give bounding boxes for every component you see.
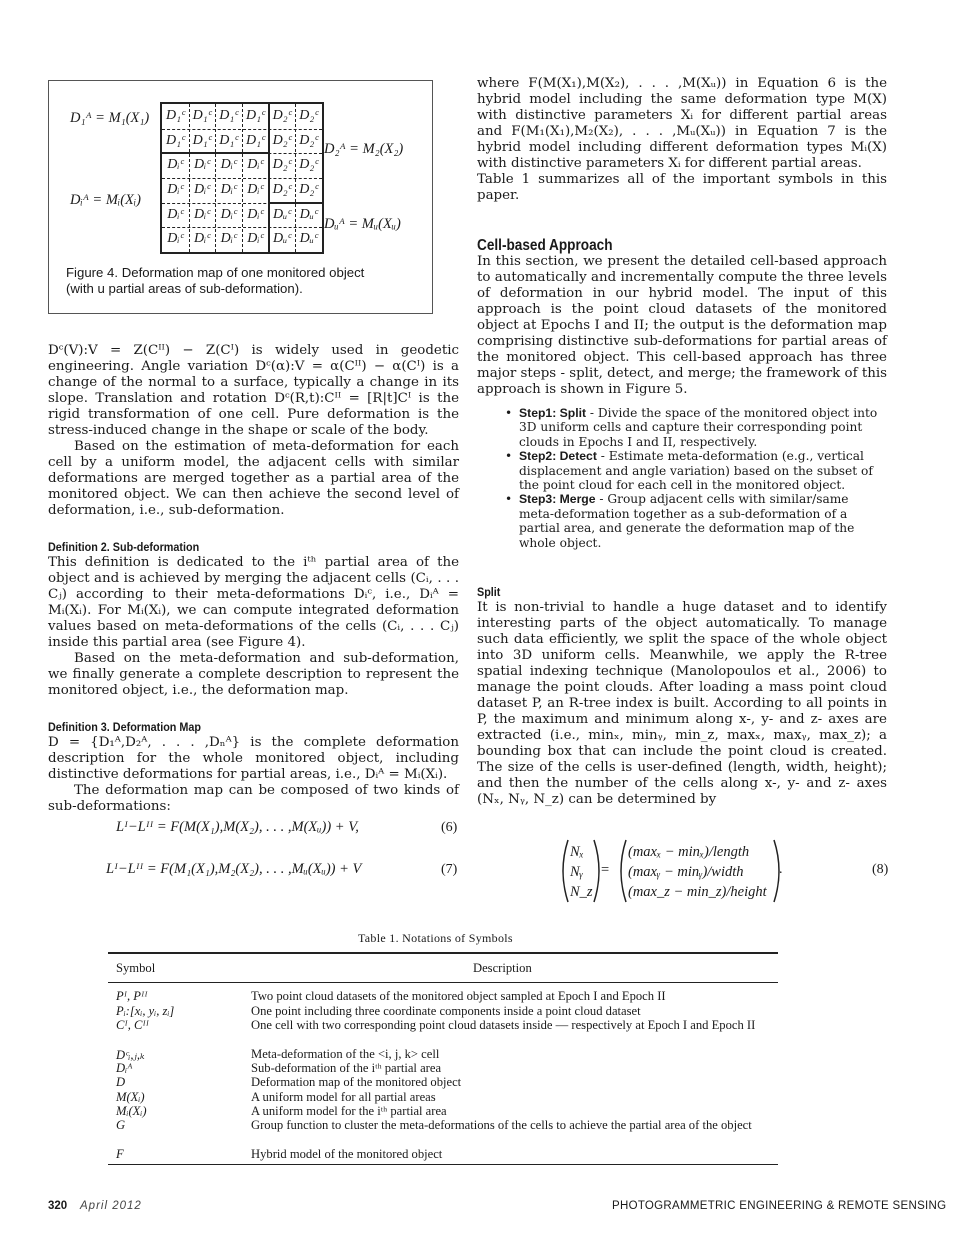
grid-cell: Dᵢᶜ bbox=[220, 182, 237, 197]
grid-divider-horizontal bbox=[162, 227, 322, 228]
table-cell-symbol: F bbox=[116, 1147, 124, 1161]
figure-caption bbox=[66, 265, 364, 297]
grid-cell: D₂ᶜ bbox=[272, 132, 292, 148]
equation-8-equals: = bbox=[601, 862, 610, 878]
step-text: - Group adjacent cells with similar/same meta-deformation together as a sub-deformation of a partial area, and generate the deformation map of the whole object. bbox=[519, 492, 855, 550]
equation-8-rhs-x: (maxₓ − minₓ)/length bbox=[628, 844, 750, 860]
table-cell-symbol: G bbox=[116, 1118, 126, 1132]
equation-8-lhs-y: Nᵧ bbox=[570, 864, 584, 880]
equation-8-rhs-y: (maxᵧ − minᵧ)/width bbox=[628, 864, 744, 880]
paragraph-deformation-map-intro: Based on the meta-deformation and sub-deformation, we finally generate a complete description to represent the monitored object, i.e., the deformation map. bbox=[48, 651, 459, 698]
figure-caption-line2: (with u partial areas of sub-deformation). bbox=[66, 281, 303, 296]
equation-8-lhs-x: Nₓ bbox=[570, 844, 584, 860]
table-cell-description: One cell with two corresponding point cloud datasets inside — respectively at Epoch I and Epoch II bbox=[251, 1018, 756, 1032]
equation-7: Lᴵ−Lᴵᴵ = F(M₁(X₁),M₂(X₂), . . . ,Mᵤ(Xᵤ)) + V bbox=[106, 861, 362, 877]
equation-8-number: (8) bbox=[872, 862, 889, 877]
grid-cell: D₂ᶜ bbox=[272, 157, 292, 173]
paragraph-sub-deformations: The deformation map can be composed of two kinds of sub-deformations: bbox=[48, 783, 459, 814]
section-title-cell-based: Cell-based Approach bbox=[477, 237, 613, 254]
definition-2-text: This definition is dedicated to the iᵗʰ partial area of the object and is achieved by merging the adjacent cells (Cᵢ, . . . Cⱼ) according to their meta-deformations Dᵢᶜ, i.e., Dᵢᴬ = Mᵢ(Xᵢ). For Mᵢ(Xᵢ), we can compute integrated deformation values based on meta-deformations of the cells (Cᵢ, . . . Cⱼ) inside this partial area (see Figure 4). bbox=[48, 555, 459, 650]
grid-cell: Dᵤᶜ bbox=[273, 231, 291, 247]
grid-cell: D₁ᶜ bbox=[165, 108, 185, 123]
paragraph-hybrid-model: where F(M(X₁),M(X₂), . . . ,M(Xᵤ)) in Equation 6 is the hybrid model including the same deformation type M(X) with distinctive parameters Xᵢ for different partial areas and F(M₁(X₁),M₂(X₂), . . . ,Mᵤ(Xᵤ)) in Equation 7 is the hybrid model including different deformation types Mᵢ(X) with distinctive parameters Xᵢ for different partial areas. bbox=[477, 76, 887, 171]
paragraph-deformation-types: Dᶜ(V):V = Z(Cᴵᴵ) − Z(Cᴵ) is widely used in geodetic engineering. Angle variation Dᶜ(α):V = α(Cᴵᴵ) − α(Cᴵ) is a change of the normal to a surface, typically a change in its slope. Translation and rotation Dᶜ(R,t):Cᴵᴵ = [R|t]Cᴵ is the rigid transformation of one cell. Pure deformation is the stress-induced change in the shape or scale of the body. bbox=[48, 343, 459, 438]
section-title-split: Split bbox=[477, 585, 501, 600]
grid-cell: Dᵢᶜ bbox=[167, 157, 184, 173]
grid-divider-vertical bbox=[295, 104, 296, 252]
table-cell-description: Two point cloud datasets of the monitored object sampled at Epoch I and Epoch II bbox=[251, 989, 666, 1003]
issue-date: April 2012 bbox=[80, 1200, 142, 1212]
table-cell-description: One point including three coordinate components inside a point cloud dataset bbox=[251, 1004, 641, 1018]
grid-cell: Dᵢᶜ bbox=[247, 206, 264, 222]
grid-cell: Dᵢᶜ bbox=[220, 231, 237, 247]
grid-cell: Dᵢᶜ bbox=[247, 157, 264, 173]
grid-cell: D₂ᶜ bbox=[299, 157, 318, 173]
table-cell-description: Hybrid model of the monitored object bbox=[251, 1147, 443, 1161]
grid-cell: Dᵢᶜ bbox=[193, 231, 210, 247]
table-cell-description: Deformation map of the monitored object bbox=[251, 1075, 462, 1089]
grid-cell: D₁ᶜ bbox=[165, 132, 185, 148]
paragraph-meta-deformation: Based on the estimation of meta-deformation for each cell by a uniform model, the adjacent cells with similar deformations are merged together as a partial area of the monitored object. We can then achieve the second level of deformation, i.e., sub-deformation. bbox=[48, 439, 459, 518]
grid-cell: D₁ᶜ bbox=[192, 132, 212, 148]
figure-label-dua: Dᵤᴬ = Mᵤ(Xᵤ) bbox=[324, 216, 401, 232]
grid-cell: Dᵢᶜ bbox=[167, 182, 184, 197]
grid-cell: D₂ᶜ bbox=[272, 182, 292, 197]
equation-8-lhs bbox=[570, 842, 593, 902]
table-cell-symbol: Pᵢ:[xᵢ, yᵢ, zᵢ] bbox=[116, 1004, 175, 1018]
table-cell-symbol: Mᵢ(Xᵢ) bbox=[116, 1104, 147, 1118]
grid-cell: Dᵢᶜ bbox=[220, 206, 237, 222]
grid-cell: D₂ᶜ bbox=[299, 108, 318, 123]
paragraph-split: It is non-trivial to handle a huge dataset and to identify interesting parts of the object automatically. To manage such data efficiently, we split the space of the whole object into 3D uniform cells. Meanwhile, we apply the R-tree spatial indexing technique (Manolopoulos et al., 2006) to manage the point clouds. After loading a mass point cloud dataset P, an R-tree index is built. According to all points in P, the maximum and minimum along x-, y- and z- axes are extracted (i.e., minₓ, minᵧ, min_z, maxₓ, maxᵧ, max_z); a bounding box that can include the point cloud is created. The size of the cells is user-defined (length, width, height); and then the number of the cells along x-, y- and z- axes (Nₓ, Nᵧ, N_z) can be determined by bbox=[477, 600, 887, 808]
figure-caption-line1: Figure 4. Deformation map of one monitored object bbox=[66, 265, 365, 280]
paragraph-table-summary: Table 1 summarizes all of the important symbols in this paper. bbox=[477, 172, 887, 203]
grid-cell: Dᵢᶜ bbox=[167, 231, 184, 247]
grid-cell: Dᵢᶜ bbox=[220, 157, 237, 173]
bullet-icon: • bbox=[505, 406, 513, 420]
grid-cell: D₁ᶜ bbox=[245, 108, 265, 123]
paragraph-cell-based-approach: In this section, we present the detailed cell-based approach to automatically and incrementally compute the three levels of deformation in our hybrid model. The input of this approach is the point cloud datasets of the monitored object at Epochs I and II; the output is the deformation map comprising distinctive sub-deformations for partial areas of the monitored object. This cell-based approach has three major steps - split, detect, and merge; the framework of this approach is shown in Figure 5. bbox=[477, 254, 887, 397]
equation-8-lhs-z: N_z bbox=[570, 884, 593, 900]
figure-label-dia: Dᵢᴬ = Mᵢ(Xᵢ) bbox=[70, 192, 142, 208]
table-cell-symbol: Dᶜᵢ,ⱼ,ₖ bbox=[116, 1048, 145, 1062]
figure-label-d2a: D₂ᴬ = M₂(X₂) bbox=[324, 141, 404, 157]
grid-cell: D₂ᶜ bbox=[299, 132, 318, 148]
steps-list bbox=[477, 406, 887, 550]
definition-3-title: Definition 3. Deformation Map bbox=[48, 720, 202, 734]
figure-label-d1a: D₁ᴬ = M₁(X₁) bbox=[70, 110, 150, 126]
grid-cell: Dᵢᶜ bbox=[193, 157, 210, 173]
table-cell-symbol: Dᵢᴬ bbox=[116, 1061, 133, 1075]
table-header-description: Description bbox=[473, 961, 532, 975]
bullet-icon: • bbox=[505, 449, 513, 464]
grid-cell: Dᵤᶜ bbox=[299, 231, 318, 247]
grid-divider-vertical bbox=[242, 104, 243, 252]
grid-cell: Dᵢᶜ bbox=[167, 206, 184, 222]
table-cell-symbol: Pᴵ, Pᴵᴵ bbox=[116, 989, 148, 1003]
table-header-rule bbox=[108, 982, 778, 983]
grid-cell: Dᵢᶜ bbox=[247, 231, 264, 247]
step-text: - Divide the space of the monitored object into 3D uniform cells and capture their corresponding point clouds in Epochs I and II, respectively. bbox=[519, 406, 878, 449]
equation-8-period: . bbox=[779, 862, 783, 877]
equation-8-rhs-z: (max_z − min_z)/height bbox=[628, 884, 767, 900]
partial-area-boundary bbox=[269, 202, 322, 204]
grid-cell: D₂ᶜ bbox=[272, 108, 292, 123]
definition-2-title: Definition 2. Sub-deformation bbox=[48, 540, 200, 554]
equation-7-number: (7) bbox=[441, 862, 458, 877]
partial-area-boundary bbox=[268, 104, 270, 252]
table-cell-description: Meta-deformation of the <i, j, k> cell bbox=[251, 1047, 440, 1061]
equation-6-number: (6) bbox=[441, 820, 458, 835]
step-item bbox=[477, 449, 887, 492]
grid-cell: D₁ᶜ bbox=[219, 108, 238, 123]
grid-cell: Dᵤᶜ bbox=[273, 206, 291, 222]
table-title: Table 1. Notations of Symbols bbox=[358, 931, 513, 945]
grid-cell: Dᵢᶜ bbox=[247, 182, 264, 197]
journal-name: PHOTOGRAMMETRIC ENGINEERING & REMOTE SENSING bbox=[612, 1200, 947, 1212]
table-bottom-rule bbox=[108, 1164, 778, 1165]
step-item bbox=[477, 492, 887, 550]
table-cell-description: Sub-deformation of the iᵗʰ partial area bbox=[251, 1061, 442, 1075]
left-column bbox=[48, 343, 459, 815]
step-text: - Estimate meta-deformation (e.g., vertical displacement and angle variation) based on the subset of the point cloud for each cell in the monitored object. bbox=[519, 449, 873, 493]
deformation-grid bbox=[160, 102, 324, 254]
table-cell-symbol: M(Xᵢ) bbox=[116, 1090, 145, 1104]
partial-area-boundary bbox=[162, 152, 269, 154]
table-top-rule bbox=[108, 952, 778, 954]
grid-cell: Dᵤᶜ bbox=[299, 206, 318, 222]
table-cell-description: Group function to cluster the meta-deformations of the cells to achieve the partial area of the object bbox=[251, 1118, 752, 1132]
table-cell-description: A uniform model for the iᵗʰ partial area bbox=[251, 1104, 447, 1118]
step-label: Step2: Detect bbox=[519, 449, 597, 464]
step-item bbox=[477, 406, 887, 449]
page-number: 320 bbox=[48, 1200, 68, 1212]
step-label: Step3: Merge bbox=[519, 492, 596, 507]
grid-cell: Dᵢᶜ bbox=[193, 206, 210, 222]
right-column bbox=[477, 76, 887, 808]
equation-6: Lᴵ−Lᴵᴵ = F(M(X₁),M(X₂), . . . ,M(Xᵤ)) + V, bbox=[116, 819, 359, 835]
grid-cell: Dᵢᶜ bbox=[193, 182, 210, 197]
equation-8-rhs bbox=[628, 842, 767, 902]
table-cell-description: A uniform model for all partial areas bbox=[251, 1090, 436, 1104]
table-cell-symbol: D bbox=[116, 1075, 126, 1089]
table-cell-symbol: Cᴵ, Cᴵᴵ bbox=[116, 1018, 149, 1032]
equation-8 bbox=[556, 838, 786, 904]
table-header-symbol: Symbol bbox=[116, 961, 156, 975]
grid-cell: D₁ᶜ bbox=[192, 108, 212, 123]
grid-cell: D₁ᶜ bbox=[245, 132, 265, 148]
definition-3-text: D = {D₁ᴬ,D₂ᴬ, . . . ,Dₙᴬ} is the complete deformation description for the whole monitored object, including distinctive deformations for partial areas, i.e., Dᵢᴬ = Mᵢ(Xᵢ). bbox=[48, 735, 459, 782]
bullet-icon: • bbox=[505, 492, 513, 507]
grid-cell: D₂ᶜ bbox=[299, 182, 318, 197]
step-label: Step1: Split bbox=[519, 406, 587, 420]
grid-cell: D₁ᶜ bbox=[219, 132, 238, 148]
